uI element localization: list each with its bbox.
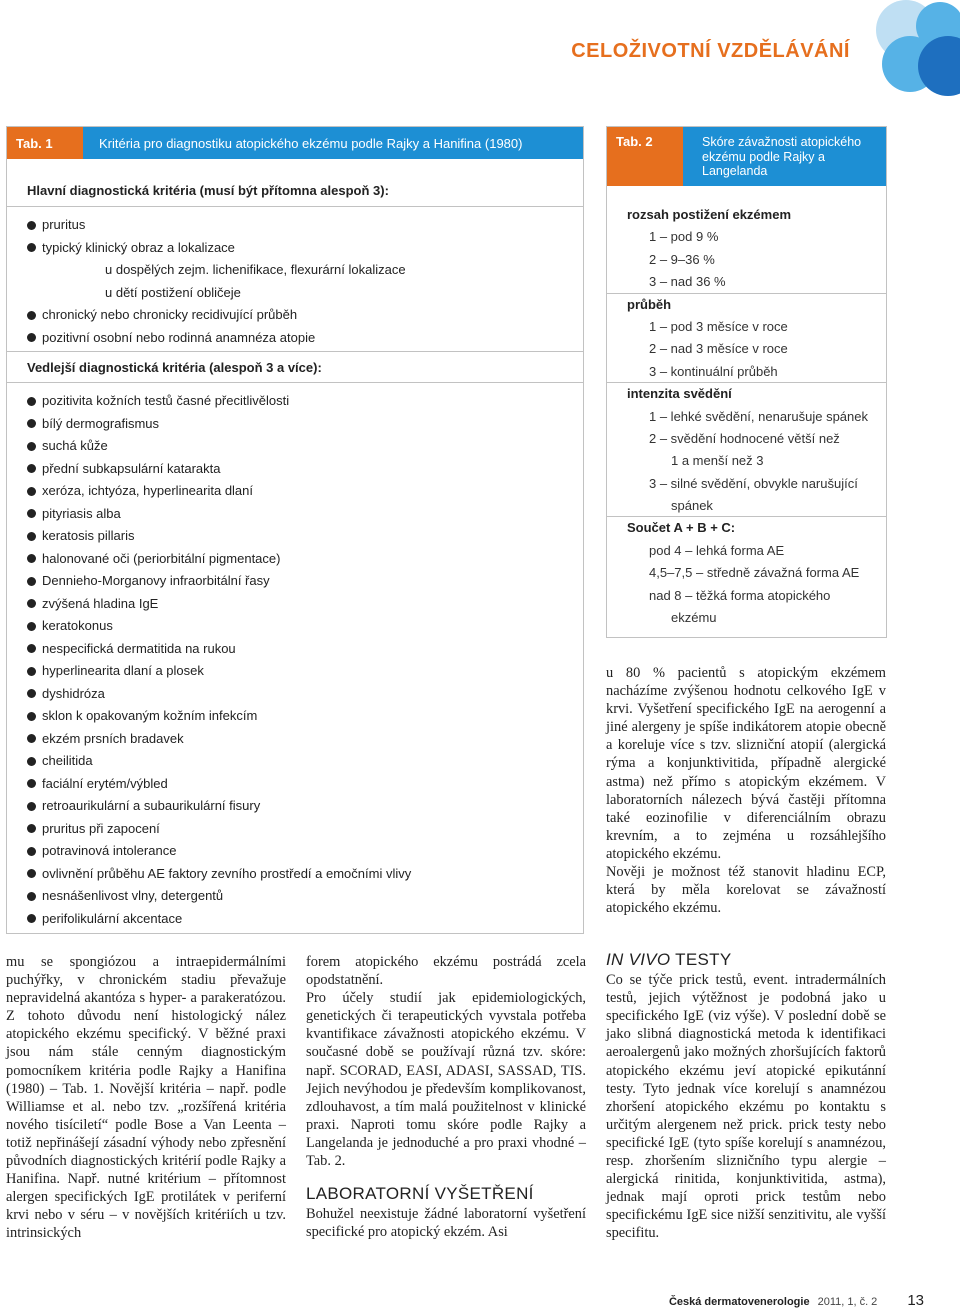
bullet-icon [27,712,36,721]
list-item: pozitivita kožních testů časné přecitlivělosti [7,390,583,413]
table-1 [6,126,584,934]
paragraph: u 80 % pacientů s atopickým ekzémem nacházíme zvýšenou hodnotu celkového IgE v krvi. Vyšetření specifického IgE na aerogenní a jiné alergeny je spíše indikátorem atopie obecně a koreluje více s tzv. slizniční atopií (alergická rýma a konjunktivitida, případně alergické astma) než přímo s atopickým ekzémem. V laboratorních nálezech bývá častěji přítomna také eozinofilie v diferenciálním obrazu krevním, a to zejména u rozsáhlejšího atopického ekzému. [606,665,886,862]
list-item: typický klinický obraz a lokalizace [7,237,583,260]
bullet-icon [27,757,36,766]
score-category: průběh [627,296,672,312]
list-item: xeróza, ichtyóza, hyperlinearita dlaní [7,480,583,503]
score-row: 3 – silné svědění, obvykle narušující [649,475,858,491]
text-column-2 [306,953,586,1241]
list-item: halonované oči (periorbitální pigmentace) [7,548,583,571]
bullet-icon [27,397,36,406]
list-item: perifolikulární akcentace [7,908,583,931]
table-1-header [7,127,583,159]
bullet-icon [27,892,36,901]
table-2-body [607,186,886,629]
score-row: 3 – nad 36 % [607,271,886,293]
score-row: 2 – svědění hodnocené větší než [649,430,840,446]
score-category: rozsah postižení ekzémem [627,207,791,222]
list-item: retroaurikulární a subaurikulární fisury [7,795,583,818]
issue-info: 2011, 1, č. 2 [817,1296,878,1308]
bullet-icon [27,221,36,230]
list-item: zvýšená hladina IgE [7,593,583,616]
list-item: u dospělých zejm. lichenifikace, flexurární lokalizace [105,262,406,277]
journal-name: Česká dermatovenerologie [668,1296,810,1308]
bullet-icon [27,734,36,743]
bullet-icon [27,487,36,496]
score-row: pod 4 – lehká forma AE [649,542,785,558]
text-column-3 [606,951,886,1243]
minor-criteria-heading: Vedlejší diagnostická kritéria (alespoň 3 a více): [7,351,583,383]
list-item: pruritus při zapocení [7,818,583,841]
list-item: Dennieho-Morganovy infraorbitální řasy [7,570,583,593]
score-row: 1 – pod 9 % [649,229,719,245]
bullet-icon [27,464,36,473]
bullet-icon [27,532,36,541]
bullet-icon [27,554,36,563]
list-item: potravinová intolerance [7,840,583,863]
main-criteria-heading: Hlavní diagnostická kritéria (musí být přítomna alespoň 3): [7,175,583,207]
table-2-label: Tab. 2 [607,127,683,186]
paragraph: Nověji je možnost též stanovit hladinu ECP, která by měla korelovat se závažností atopického ekzému. [606,864,886,917]
logo-circles-icon [862,0,960,120]
list-item: nesnášenlivost vlny, detergentů [7,885,583,908]
score-row: nad 8 – těžká forma atopického [649,587,831,603]
minor-criteria-list [7,383,583,930]
score-category: Součet A + B + C: [627,520,736,536]
bullet-icon [27,689,36,698]
page-footer [669,1292,924,1309]
bullet-icon [27,824,36,833]
score-row: 4,5–7,5 – středně závažná forma AE [649,565,860,581]
subheading-in-vivo: IN VIVO TESTY [606,950,732,969]
text-right-top [606,664,886,917]
score-row: 2 – 9–36 % [649,251,715,267]
bullet-icon [27,577,36,586]
text-column-1 [6,953,286,1243]
bullet-icon [27,509,36,518]
list-item: nespecifická dermatitida na rukou [7,638,583,661]
paragraph: Co se týče prick testů, event. intradermálních testů, jejich výtěžnost je podobná jako u specifického IgE (viz výše). V poslední době se jako slibná diagnostická metoda k identifikaci aeroalergenů jako možných zhoršujících faktorů atopického ekzému jeví atopické epikutánní testy. Tyto jednak více korelují s anamnézou zhoršení atopického ekzému po kontaktu s určitým alergenem než prick. prick testy nebo specifické IgE (tyto spíše korelují s anamnézou, resp. zhoršením slizničního typu alergie – alergická rinitida, konjunktivitida, astma), jednak mají oproti prick testům nebo specifickému IgE sice nižší senzitivitu, ale vyšší specifitu. [606,972,886,1242]
table-1-label: Tab. 1 [7,127,83,159]
list-item: dyshidróza [7,683,583,706]
score-row: ekzému [671,610,717,626]
list-item: pruritus [7,214,583,237]
bullet-icon [27,442,36,451]
paragraph: mu se spongiózou a intraepidermálními puchýřky, v chronickém stadiu převažuje nepravidelná akantóza s hyper- a parakeratózou. Z tohoto důvodu není histologický nález atopického ekzému specifický. V běžné praxi jsou nám stále cenným diagnostickým pomocníkem kritéria podle Rajky a Hanifina (1980) – Tab. 1. Novější kritéria – např. podle Williamse et al. nebo tzv. „rozšířená kritéria nového tisíciletí“ podle Bose a Van Leenta – totiž nepřinášejí zásadní výhody nebo zpřesnění původních diagnostických kritérií podle Rajky a Hanifina. Např. nutné kritérium – přítomnost alergen specifických IgE protilátek v periferní krvi nebo v séru – v novějších kritériích u tzv. intrinsických [6,954,286,1242]
list-item: ekzém prsních bradavek [7,728,583,751]
list-item: u dětí postižení obličeje [105,284,241,300]
paragraph: Pro účely studií jak epidemiologických, genetických či terapeutických vyvstala potřeba kvantifikace závažnosti atopického ekzému. V současné době se používají různá tzv. skóre: např. SCORAD, EASI, ADASI, SASSAD, TIS. Jejich nevýhodou je především komplikovanost, zdlouhavost, a tím malá použitelnost v klinické praxi. Naproti tomu skóre podle Rajky a Langelanda je jednoduché a pro praxi vhodné – Tab. 2. [306,990,586,1170]
list-item: faciální erytém/výbled [7,773,583,796]
bullet-icon [27,869,36,878]
paragraph: Bohužel neexistuje žádné laboratorní vyšetření specifické pro atopický ekzém. Asi [306,1206,586,1241]
list-item: keratokonus [7,615,583,638]
subheading-laboratory: LABORATORNÍ VYŠETŘENÍ [306,1184,534,1204]
main-criteria-list [7,207,583,349]
score-row: 1 – lehké svědění, nenarušuje spánek [649,408,868,424]
list-item: suchá kůže [7,435,583,458]
bullet-icon [27,667,36,676]
bullet-icon [27,802,36,811]
bullet-icon [27,847,36,856]
bullet-icon [27,914,36,923]
bullet-icon [27,243,36,252]
score-row: 3 – kontinuální průběh [607,361,886,383]
list-item: sklon k opakovaným kožním infekcím [7,705,583,728]
bullet-icon [27,779,36,788]
score-row: spánek [607,495,886,517]
bullet-icon [27,644,36,653]
list-item: cheilitida [7,750,583,773]
section-title: CELOŽIVOTNÍ VZDĚLÁVÁNÍ [571,40,850,62]
bullet-icon [27,311,36,320]
bullet-icon [27,622,36,631]
list-item: pozitivní osobní nebo rodinná anamnéza atopie [7,327,583,350]
paragraph: forem atopického ekzému postrádá zcela opodstatnění. [306,954,586,989]
score-row: 1 – pod 3 měsíce v roce [649,318,788,334]
score-row: 1 a menší než 3 [671,453,764,469]
score-row: 2 – nad 3 měsíce v roce [649,341,788,357]
bullet-icon [27,419,36,428]
table-2-title: Skóre závažnosti atopického ekzému podle Rajky a Langelanda [702,135,862,178]
table-2-header [607,127,886,186]
table-2 [606,126,887,638]
list-item: přední subkapsulární katarakta [7,458,583,481]
list-item: pityriasis alba [7,503,583,526]
list-item: keratosis pillaris [7,525,583,548]
list-item: hyperlinearita dlaní a plosek [7,660,583,683]
list-item: bílý dermografismus [7,413,583,436]
page-number: 13 [907,1292,924,1309]
bullet-icon [27,599,36,608]
list-item: chronický nebo chronicky recidivující průběh [7,304,583,327]
score-category: intenzita svědění [627,386,732,402]
table-1-title: Kritéria pro diagnostiku atopického ekzému podle Rajky a Hanifina (1980) [99,135,523,151]
list-item: ovlivnění průběhu AE faktory zevního prostředí a emočními vlivy [7,863,583,886]
bullet-icon [27,333,36,342]
